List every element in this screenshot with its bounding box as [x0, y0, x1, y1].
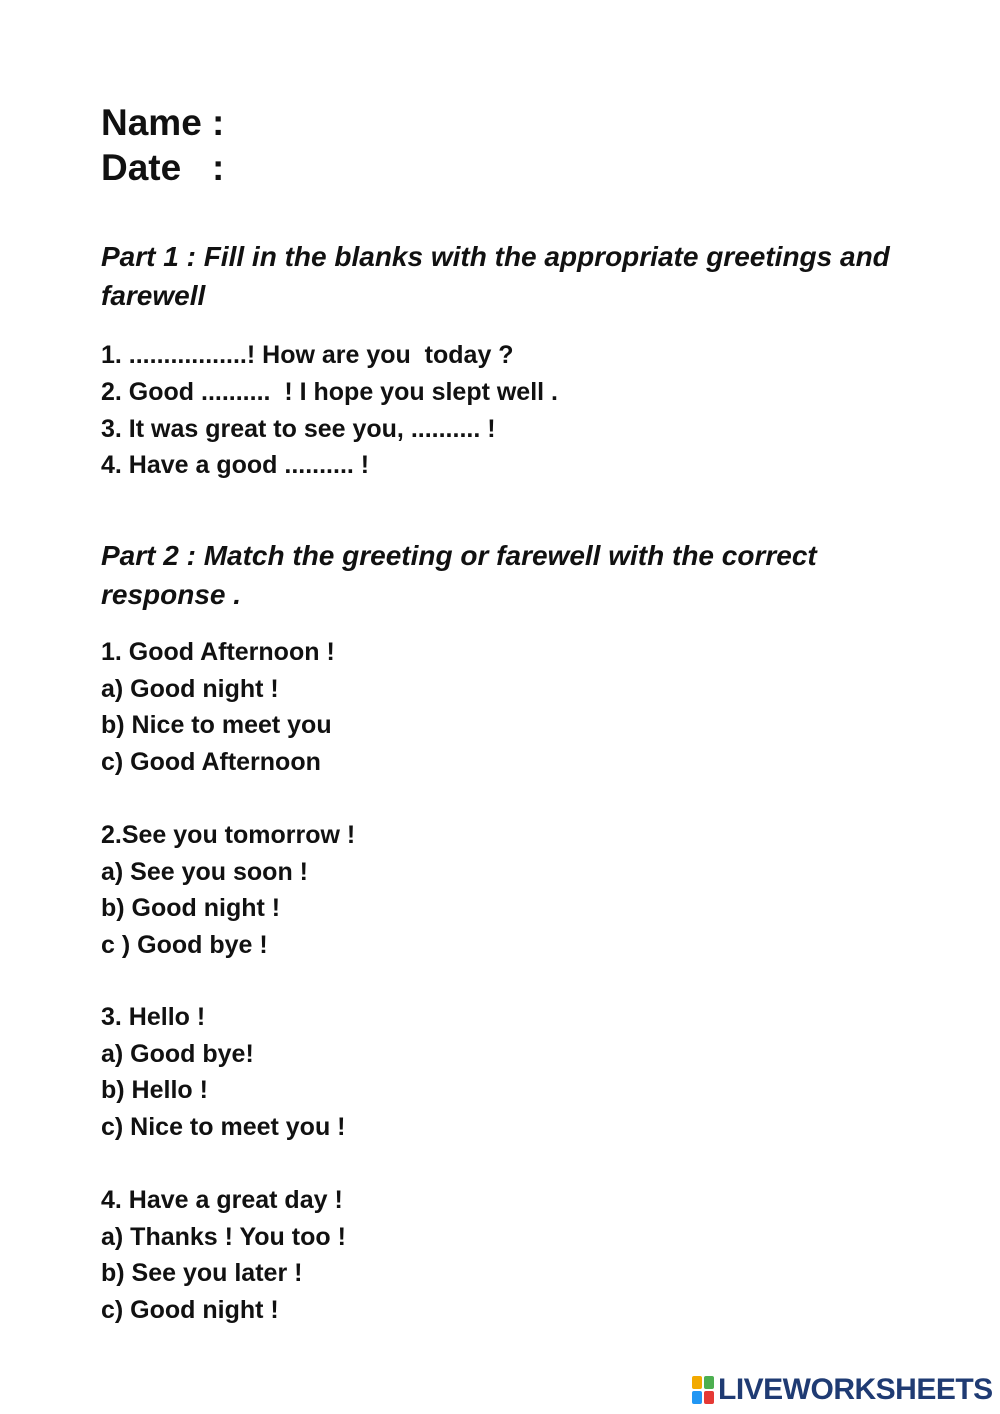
logo-square	[704, 1391, 714, 1404]
match-option: b) Hello !	[101, 1076, 208, 1104]
match-option: c) Good night !	[101, 1295, 279, 1324]
match-question-group	[101, 1182, 346, 1328]
part1-blanks-list	[101, 337, 558, 484]
date-label: Date :	[101, 147, 225, 188]
match-option: b) Good night !	[101, 894, 281, 922]
match-question-group	[101, 634, 335, 780]
part1-heading: Part 1 : Fill in the blanks with the appropriate greetings and farewell	[101, 241, 890, 311]
brand-text: LIVEWORKSHEETS	[718, 1373, 993, 1406]
blank-item: 4. Have a good .......... !	[101, 451, 370, 480]
logo-square	[692, 1391, 702, 1404]
match-option: b) Nice to meet you	[101, 711, 332, 739]
match-question: 4. Have a great day !	[101, 1186, 343, 1214]
match-option: a) See you soon !	[101, 857, 308, 886]
match-question: 2.See you tomorrow !	[101, 821, 356, 849]
logo-square	[692, 1376, 702, 1389]
match-question: 1. Good Afternoon !	[101, 638, 335, 666]
match-option: c ) Good bye !	[101, 930, 268, 959]
liveworksheets-logo-icon	[692, 1376, 714, 1404]
blank-item: 1. .................! How are you today ?	[101, 341, 514, 369]
liveworksheets-brand	[692, 1374, 993, 1406]
name-label: Name :	[101, 102, 225, 143]
part2-heading: Part 2 : Match the greeting or farewell with the correct response .	[101, 540, 817, 610]
match-option: a) Thanks ! You too !	[101, 1222, 346, 1251]
match-question: 3. Hello !	[101, 1003, 206, 1031]
match-option: b) See you later !	[101, 1259, 303, 1287]
match-option: a) Good bye!	[101, 1039, 254, 1068]
blank-item: 3. It was great to see you, .......... !	[101, 414, 496, 443]
blank-item: 2. Good .......... ! I hope you slept well .	[101, 377, 558, 406]
match-option: c) Good Afternoon	[101, 747, 321, 776]
header	[101, 100, 224, 190]
match-option: c) Nice to meet you !	[101, 1112, 346, 1141]
match-question-group	[101, 817, 355, 963]
logo-square	[704, 1376, 714, 1389]
match-option: a) Good night !	[101, 674, 279, 703]
match-question-group	[101, 999, 346, 1145]
